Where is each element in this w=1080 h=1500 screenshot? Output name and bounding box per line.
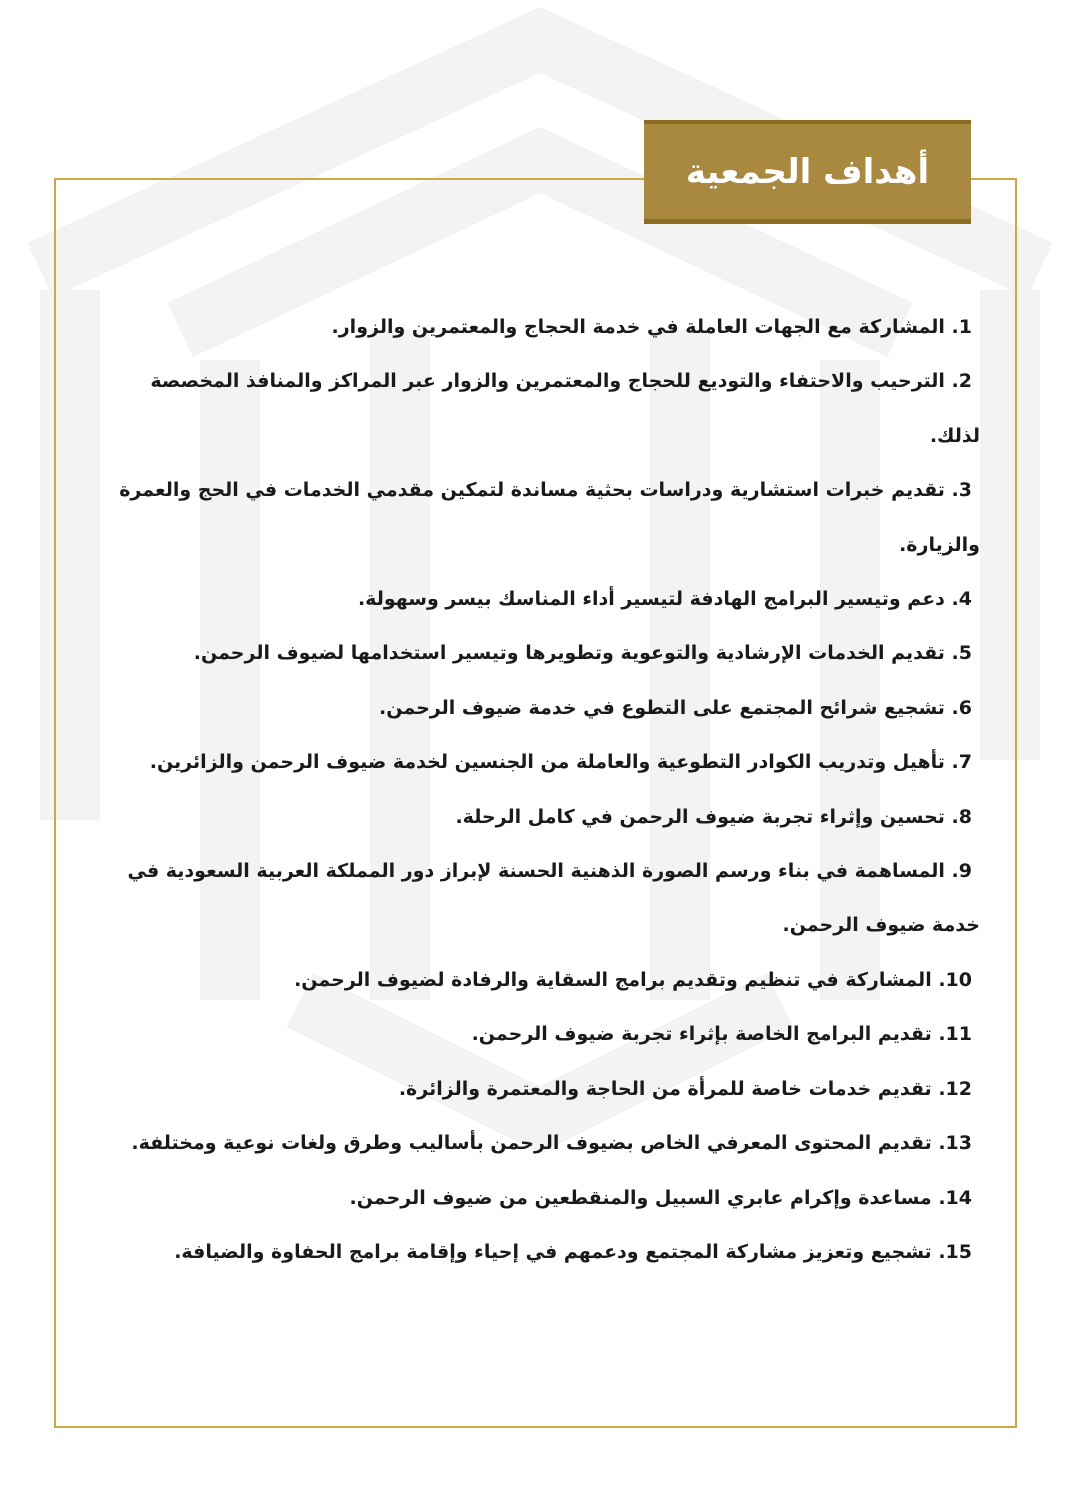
goal-number: 7. bbox=[951, 751, 972, 774]
goal-item bbox=[100, 463, 980, 572]
goal-number: 11. bbox=[938, 1023, 972, 1046]
goal-item bbox=[100, 1007, 980, 1061]
goal-text: تأهيل وتدريب الكوادر التطوعية والعاملة من الجنسين لخدمة ضيوف الرحمن والزائرين. bbox=[149, 751, 945, 774]
page-title: أهداف الجمعية bbox=[685, 151, 930, 192]
goal-number: 10. bbox=[938, 968, 972, 991]
goal-text: تقديم المحتوى المعرفي الخاص بضيوف الرحمن بأساليب وطرق ولغات نوعية ومختلفة. bbox=[131, 1132, 932, 1155]
goal-item bbox=[100, 1171, 980, 1225]
goal-text: مساعدة وإكرام عابري السبيل والمنقطعين من ضيوف الرحمن. bbox=[349, 1186, 932, 1209]
goal-text: تشجيع شرائح المجتمع على التطوع في خدمة ضيوف الرحمن. bbox=[379, 696, 945, 719]
goal-text: تقديم خدمات خاصة للمرأة من الحاجة والمعتمرة والزائرة. bbox=[398, 1077, 932, 1100]
goal-number: 12. bbox=[938, 1077, 972, 1100]
goal-number: 4. bbox=[951, 588, 972, 611]
goal-number: 15. bbox=[938, 1240, 972, 1263]
goal-item bbox=[100, 790, 980, 844]
goal-item bbox=[100, 735, 980, 789]
goal-item bbox=[100, 844, 980, 953]
goal-number: 6. bbox=[951, 696, 972, 719]
goal-number: 13. bbox=[938, 1132, 972, 1155]
goal-number: 14. bbox=[938, 1186, 972, 1209]
goal-item bbox=[100, 1225, 980, 1279]
goal-text: الترحيب والاحتفاء والتوديع للحجاج والمعتمرين والزوار عبر المراكز والمنافذ المخصصة لذلك. bbox=[150, 370, 980, 447]
goal-number: 9. bbox=[951, 860, 972, 883]
goal-text: تقديم خبرات استشارية ودراسات بحثية مساندة لتمكين مقدمي الخدمات في الحج والعمرة والزيارة. bbox=[119, 479, 980, 556]
goal-item bbox=[100, 626, 980, 680]
goal-number: 2. bbox=[951, 370, 972, 393]
goal-item bbox=[100, 1062, 980, 1116]
goal-text: تقديم البرامج الخاصة بإثراء تجربة ضيوف الرحمن. bbox=[471, 1023, 932, 1046]
goal-text: المساهمة في بناء ورسم الصورة الذهنية الحسنة لإبراز دور المملكة العربية السعودية في خدمة ضيوف الرحمن. bbox=[127, 860, 980, 937]
goal-text: تحسين وإثراء تجربة ضيوف الرحمن في كامل الرحلة. bbox=[455, 805, 945, 828]
goal-text: المشاركة مع الجهات العاملة في خدمة الحجاج والمعتمرين والزوار. bbox=[331, 316, 945, 338]
goal-text: تشجيع وتعزيز مشاركة المجتمع ودعمهم في إحياء وإقامة برامج الحفاوة والضيافة. bbox=[174, 1240, 932, 1263]
goal-text: المشاركة في تنظيم وتقديم برامج السقاية والرفادة لضيوف الرحمن. bbox=[294, 968, 932, 991]
goal-text: دعم وتيسير البرامج الهادفة لتيسير أداء المناسك بيسر وسهولة. bbox=[357, 588, 945, 611]
goal-number: 1. bbox=[951, 316, 972, 338]
goal-text: تقديم الخدمات الإرشادية والتوعوية وتطويرها وتيسير استخدامها لضيوف الرحمن. bbox=[193, 642, 945, 665]
goal-number: 5. bbox=[951, 642, 972, 665]
goal-item bbox=[100, 354, 980, 463]
goal-number: 8. bbox=[951, 805, 972, 828]
goal-item bbox=[100, 300, 980, 354]
goal-item bbox=[100, 572, 980, 626]
title-banner bbox=[644, 120, 971, 224]
goal-number: 3. bbox=[951, 479, 972, 502]
goal-item bbox=[100, 1116, 980, 1170]
goal-item bbox=[100, 953, 980, 1007]
goals-list bbox=[100, 300, 980, 1279]
goal-item bbox=[100, 681, 980, 735]
